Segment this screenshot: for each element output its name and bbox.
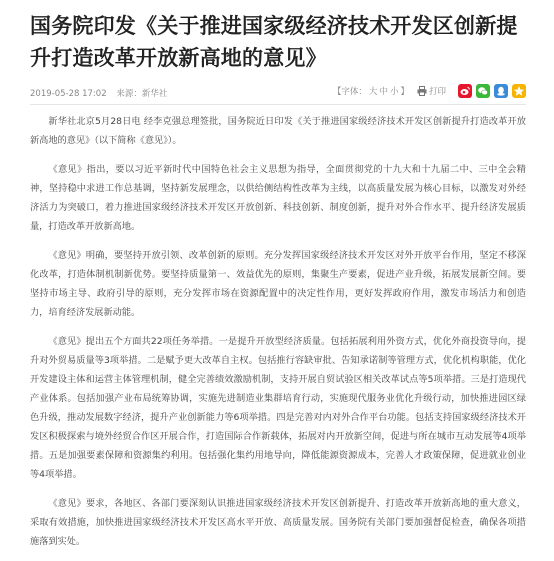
article-meta	[30, 86, 526, 100]
print-label: 打印	[428, 87, 446, 97]
print-button[interactable]	[417, 85, 446, 97]
qq-icon[interactable]	[494, 84, 508, 98]
body-paragraph: 新华社北京5月28日电 经李克强总理签批，国务院近日印发《关于推进国家级经济技术开发区创新提升打造改革开放新高地的意见》（以下简称《意见》）。	[30, 116, 526, 146]
source-name: 新华社	[141, 89, 168, 99]
qzone-icon[interactable]	[512, 84, 526, 98]
font-size-control	[333, 85, 409, 97]
font-close-bracket: 】	[400, 87, 409, 97]
meta-divider	[30, 104, 526, 105]
article-title: 国务院印发《关于推进国家级经济技术开发区创新提升打造改革开放新高地的意见》	[30, 14, 518, 70]
print-icon	[417, 86, 427, 96]
body-paragraph: 《意见》指出，要以习近平新时代中国特色社会主义思想为指导，全面贯彻党的十九大和十九届二中、三中全会精神，坚持稳中求进工作总基调，坚持新发展理念，以供给侧结构性改革为主线，以高质量发展为核心目标，以激发对外经济活力为突破口，着力推进国家级经济技术开发区开放创新、科技创新、制度创新，提升对外合作水平、提升经济发展质量，打造改革开放新高地。	[30, 164, 526, 232]
font-label: 【字体：	[332, 87, 367, 97]
meta-left	[30, 87, 174, 99]
font-large-button[interactable]: 大	[368, 87, 378, 97]
article-body	[30, 112, 526, 561]
font-medium-button[interactable]: 中	[379, 87, 388, 97]
body-paragraph: 《意见》要求，各地区、各部门要深刻认识推进国家级经济技术开发区创新提升、打造改革开放新高地的重大意义，采取有效措施，加快推进国家级经济技术开发区高水平开放、高质量发展。国务院有关部门要加强督促检查，确保各项措施落到实处。	[30, 498, 526, 547]
body-paragraph: 《意见》提出五个方面共22项任务举措。一是提升开放型经济质量。包括拓展利用外资方式，优化外商投资导向，提升对外贸易质量等3项举措。二是赋予更大改革自主权。包括推行容缺审批、告知承诺制等管理方式，优化机构职能，优化开发建设主体和运营主体管理机制，健全完善绩效激励机制，支持开展自贸试验区相关改革试点等5项举措。三是打造现代产业体系。包括加强产业布局统筹协调，实施先进制造业集群培育行动，实施现代服务业优化升级行动，加快推进园区绿色升级，推动发展数字经济，提升产业创新能力等6项举措。四是完善对内对外合作平台功能。包括支持国家级经济技术开发区积极探索与境外经贸合作区开展合作，打造国际合作新载体，拓展对内开放新空间，促进与所在城市互动发展等4项举措。五是加强要素保障和资源集约利用。包括强化集约用地导向，降低能源资源成本，完善人才政策保障，促进就业创业等4项举措。	[30, 336, 526, 480]
publish-date: 2019-05-28 17:02	[30, 89, 107, 99]
source-label: 来源：	[116, 89, 142, 99]
weibo-icon[interactable]	[458, 84, 472, 98]
wechat-icon[interactable]	[476, 84, 490, 98]
body-paragraph: 《意见》明确，要坚持开放引领、改革创新的原则。充分发挥国家级经济技术开发区对外开放平台作用，坚定不移深化改革，打造体制机制新优势。要坚持质量第一、效益优先的原则，集聚生产要素，促进产业升级，拓展发展新空间。要坚持市场主导、政府引导的原则，充分发挥市场在资源配置中的决定性作用，更好发挥政府作用，激发市场活力和创造力，培育经济发展新动能。	[30, 250, 526, 318]
font-small-button[interactable]: 小	[389, 87, 399, 97]
meta-right	[333, 84, 526, 98]
